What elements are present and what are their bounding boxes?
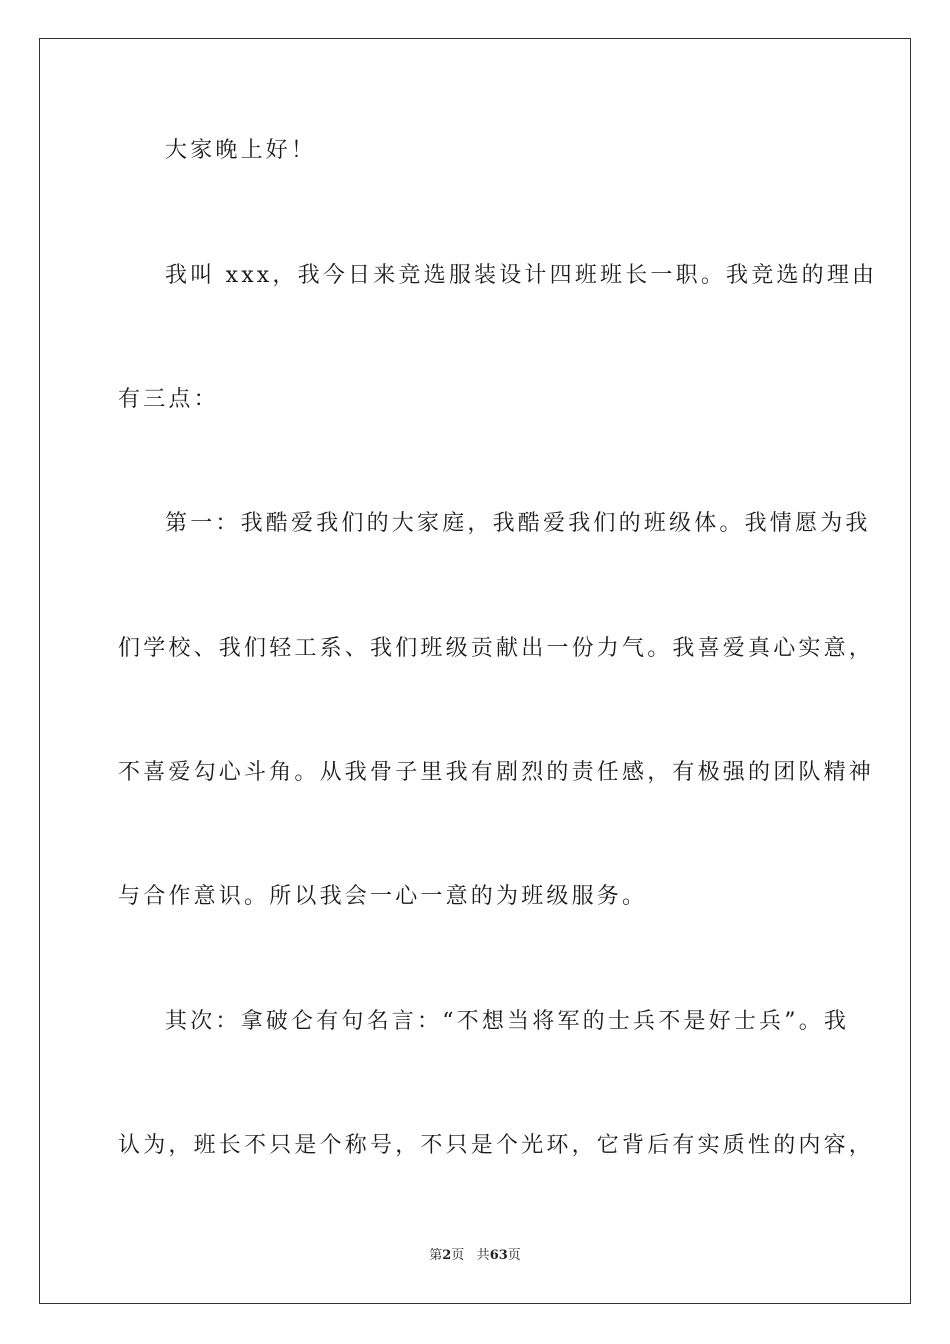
page-prefix: 第	[429, 1248, 443, 1263]
page-border	[39, 38, 911, 1304]
paragraph-line: 们学校、我们轻工系、我们班级贡献出一份力气。我喜爱真心实意，	[118, 636, 875, 661]
paragraph-line: 其次：拿破仑有句名言：“不想当将军的士兵不是好士兵”。我	[165, 1009, 850, 1034]
paragraph-line: 第一：我酷爱我们的大家庭，我酷爱我们的班级体。我情愿为我	[165, 511, 871, 536]
page-footer	[0, 1247, 950, 1265]
paragraph-line: 认为，班长不只是个称号，不只是个光环，它背后有实质性的内容，	[118, 1133, 875, 1158]
total-suffix: 页	[507, 1248, 521, 1263]
total-pages: 63	[489, 1248, 508, 1263]
paragraph-line: 我叫 xxx，我今日来竞选服装设计四班班长一职。我竞选的理由	[165, 263, 878, 288]
paragraph-line: 大家晚上好！	[165, 138, 317, 163]
page-suffix: 页	[451, 1248, 465, 1263]
paragraph-line: 有三点：	[118, 387, 219, 412]
total-prefix: 共	[476, 1248, 490, 1263]
paragraph-line: 不喜爱勾心斗角。从我骨子里我有剧烈的责任感，有极强的团队精神	[118, 760, 875, 785]
page-number: 2	[442, 1248, 452, 1263]
paragraph-line: 与合作意识。所以我会一心一意的为班级服务。	[118, 884, 648, 909]
